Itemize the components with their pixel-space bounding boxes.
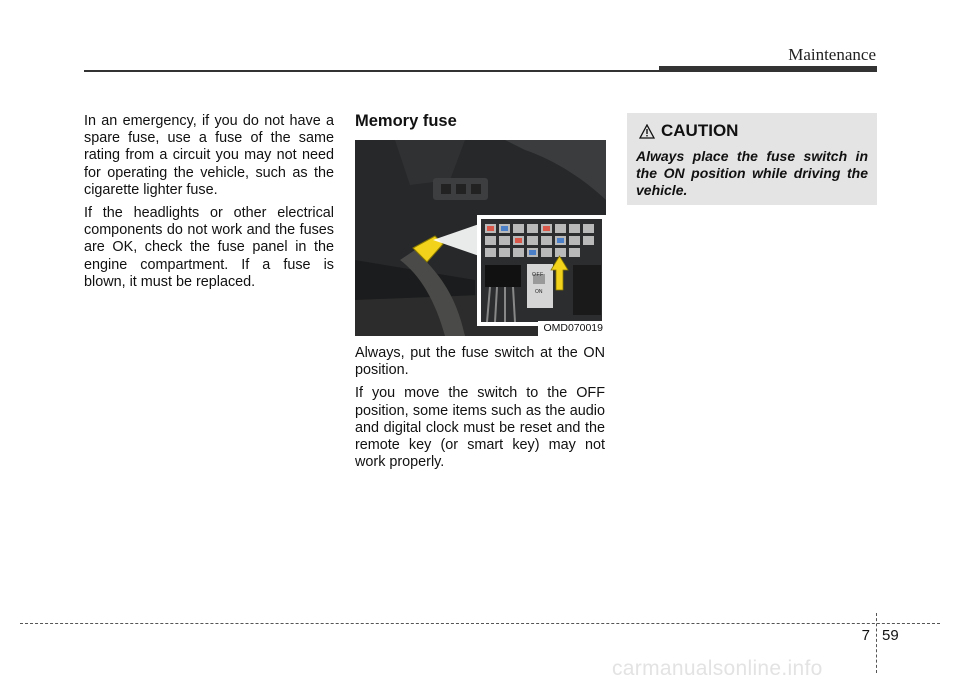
caution-text: Always place the fuse switch in the ON position while driving the vehicle. bbox=[636, 148, 868, 198]
photo-code: OMD070019 bbox=[538, 321, 606, 336]
photo-label-on: ON bbox=[535, 289, 543, 295]
header-rule-thick bbox=[659, 66, 877, 72]
column-middle bbox=[355, 113, 605, 477]
photo-label-off: OFF bbox=[532, 272, 544, 278]
caution-header bbox=[639, 121, 868, 141]
footer-divider bbox=[876, 613, 877, 673]
page-number: 59 bbox=[882, 627, 899, 644]
column-left bbox=[84, 113, 334, 297]
caution-title: CAUTION bbox=[661, 121, 739, 140]
paragraph-emergency-fuse: In an emergency, if you do not have a spare fuse, use a fuse of the same rating from a circuit you may not need for operating the vehicle, such as the cigarette lighter fuse. bbox=[84, 113, 334, 198]
caution-box bbox=[627, 113, 877, 205]
section-title: Maintenance bbox=[788, 45, 876, 64]
watermark: carmanualsonline.info bbox=[612, 657, 823, 680]
footer-rule bbox=[20, 623, 940, 624]
warning-triangle-icon bbox=[639, 124, 655, 139]
memory-fuse-heading: Memory fuse bbox=[355, 112, 457, 130]
paragraph-switch-off: If you move the switch to the OFF position, some items such as the audio and digital clock must be reset and the remote key (or smart key) may not work properly. bbox=[355, 385, 605, 471]
fuse-panel-illustration bbox=[355, 140, 606, 336]
paragraph-headlights: If the headlights or other electrical components do not work and the fuses are OK, check the fuse panel in the engine compartment. If a fuse is blown, it must be replaced. bbox=[84, 205, 334, 290]
paragraph-switch-on: Always, put the fuse switch at the ON position. bbox=[355, 345, 605, 379]
fuse-panel-photo bbox=[355, 140, 606, 336]
header-rule-thin bbox=[84, 70, 662, 72]
chapter-number: 7 bbox=[861, 627, 870, 644]
